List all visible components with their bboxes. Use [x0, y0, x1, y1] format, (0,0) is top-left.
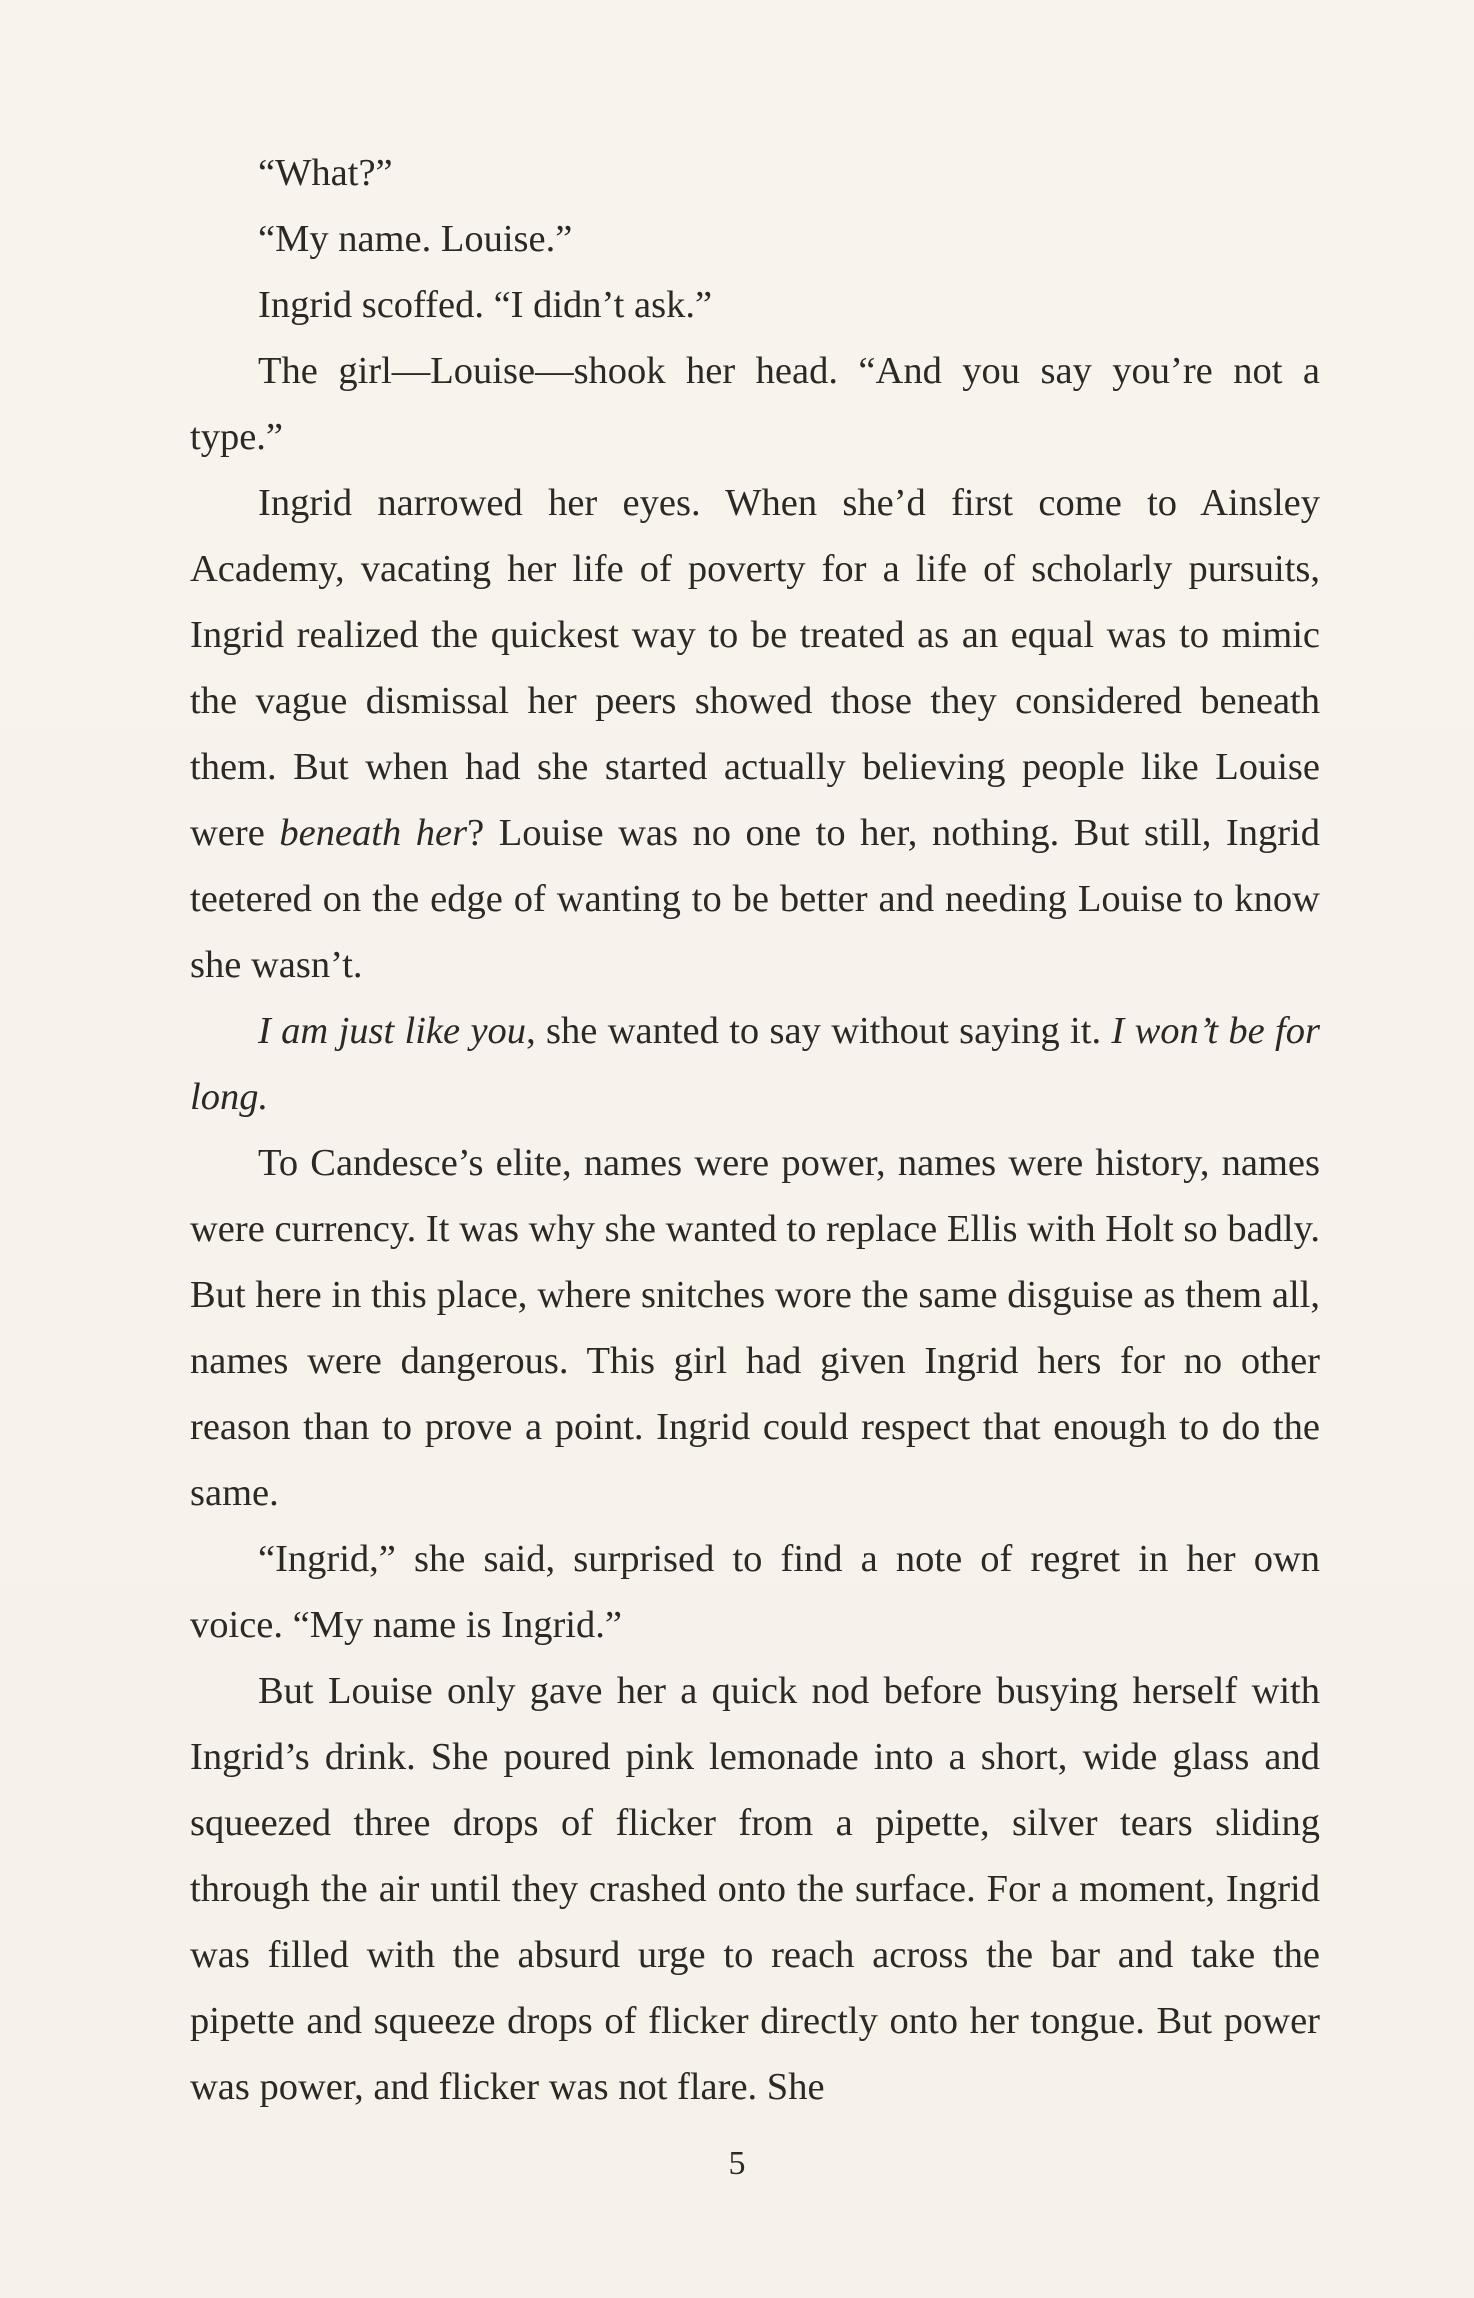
text-segment: The girl—Louise—shook her head. “And you say you’re not a type.” [190, 350, 1320, 458]
text-segment: Ingrid scoffed. “I didn’t ask.” [258, 284, 713, 326]
italic-text-segment: beneath her [279, 812, 468, 854]
text-segment: ? Louise was no one to her, nothing. But still, Ingrid teetered on the edge of wanting to be better and needing Louise to know she wasn’t. [190, 812, 1320, 986]
paragraph [190, 1130, 1320, 1526]
italic-text-segment: I won’t be for long. [190, 1010, 1320, 1118]
text-segment: But Louise only gave her a quick nod before busying herself with Ingrid’s drink. She poured pink lemonade into a short, wide glass and squeezed three drops of flicker from a pipette, silver tears sliding through the air until they crashed onto the surface. For a moment, Ingrid was filled with the absurd urge to reach across the bar and take the pipette and squeeze drops of flicker directly onto her tongue. But power was power, and flicker was not flare. She [190, 1670, 1320, 2108]
paragraph [190, 272, 1320, 338]
text-segment: “My name. Louise.” [258, 218, 573, 260]
body-text [190, 140, 1320, 2120]
paragraph [190, 338, 1320, 470]
italic-text-segment: I am just like you [258, 1010, 527, 1052]
text-segment: “Ingrid,” she said, surprised to find a note of regret in her own voice. “My name is Ingrid.” [190, 1538, 1320, 1646]
text-segment: Ingrid narrowed her eyes. When she’d first come to Ainsley Academy, vacating her life of poverty for a life of scholarly pursuits, Ingrid realized the quickest way to be treated as an equal was to mimic the vague dismissal her peers showed those they considered beneath them. But when had she started actually believing people like Louise were [190, 482, 1320, 854]
paragraph [190, 206, 1320, 272]
page-number: 5 [728, 2145, 746, 2182]
paragraph [190, 140, 1320, 206]
paragraph [190, 1658, 1320, 2120]
paragraph [190, 470, 1320, 998]
text-segment: To Candesce’s elite, names were power, names were history, names were currency. It was why she wanted to replace Ellis with Holt so badly. But here in this place, where snitches wore the same disguise as them all, names were dangerous. This girl had given Ingrid hers for no other reason than to prove a point. Ingrid could respect that enough to do the same. [190, 1142, 1320, 1514]
paragraph [190, 1526, 1320, 1658]
paragraph [190, 998, 1320, 1130]
text-segment: , she wanted to say without saying it. [526, 1010, 1112, 1052]
text-segment: “What?” [258, 152, 393, 194]
